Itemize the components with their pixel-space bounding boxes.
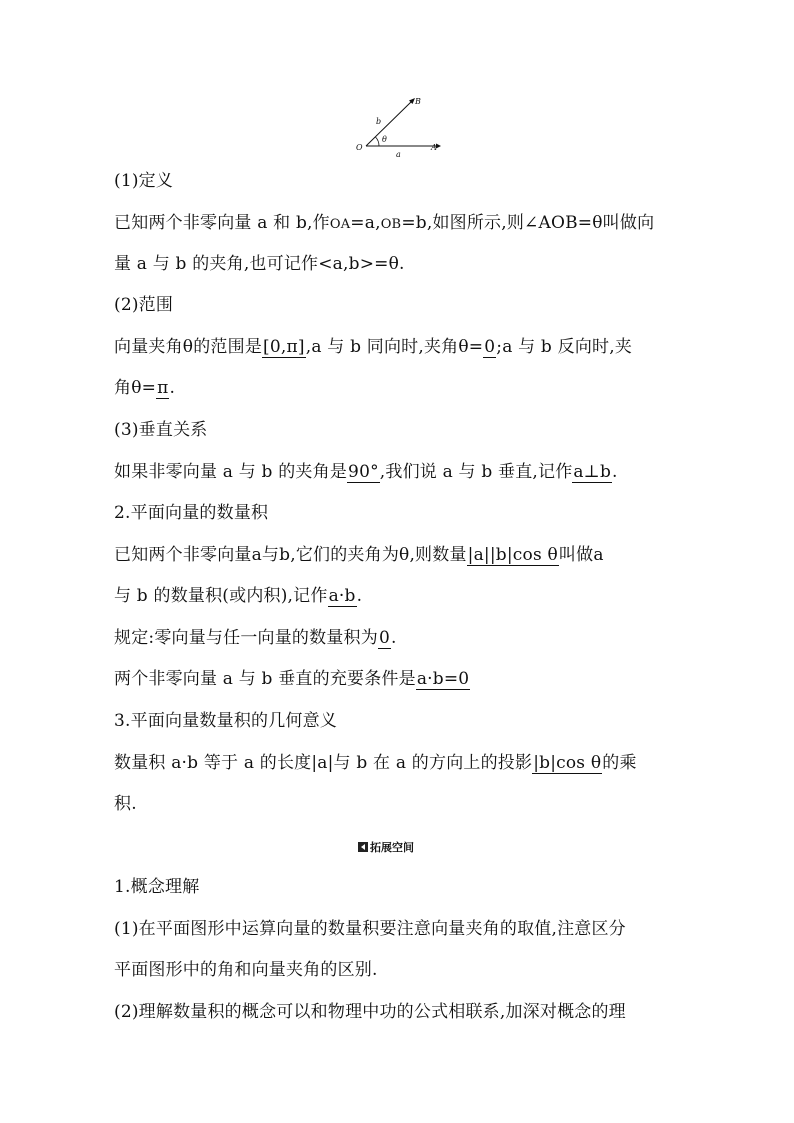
text-line: 量 a 与 b 的夹角,也可记作<a,b>=θ. [114, 254, 405, 274]
text-line: 规定:零向量与任一向量的数量积为0. [114, 628, 397, 648]
blank-answer: 90° [348, 462, 379, 482]
angle-arc [376, 137, 380, 146]
label-a: A [431, 143, 437, 152]
heading-dot-product: 2.平面向量的数量积 [114, 503, 269, 523]
blank-answer: a·b [328, 586, 356, 606]
blank-answer: |b|cos θ [533, 753, 602, 773]
heading-concept: 1.概念理解 [114, 877, 200, 897]
text-line: 如果非零向量 a 与 b 的夹角是90°,我们说 a 与 b 垂直,记作a⊥b. [114, 462, 618, 482]
text-line: 积. [114, 794, 137, 814]
blank-answer: [0,π] [263, 337, 305, 357]
blank-answer: 0 [378, 628, 390, 648]
label-vec-b: b [376, 117, 382, 126]
blank-answer: 0 [484, 337, 496, 357]
vector-angle-figure [352, 92, 444, 162]
text-line: (2)理解数量积的概念可以和物理中功的公式相联系,加深对概念的理 [114, 1002, 626, 1022]
blank-answer: a·b=0 [416, 669, 470, 689]
text-line: 平面图形中的角和向量夹角的区别. [114, 960, 378, 980]
text-line: (1)在平面图形中运算向量的数量积要注意向量夹角的取值,注意区分 [114, 919, 626, 939]
heading-geometric-meaning: 3.平面向量数量积的几何意义 [114, 711, 338, 731]
blank-answer: π [157, 378, 169, 398]
text-line: 与 b 的数量积(或内积),记作a·b. [114, 586, 363, 606]
label-o: O [356, 143, 363, 152]
vector-angle-diagram [352, 92, 444, 162]
speaker-icon [358, 842, 368, 852]
vector-ob: OB [380, 217, 402, 232]
label-vec-a: a [396, 150, 401, 159]
section-badge [358, 841, 414, 855]
blank-answer: |a||b|cos θ [467, 545, 558, 565]
text-line: 已知两个非零向量 a 和 b,作OA=a,OB=b,如图所示,则∠AOB=θ叫做向 [114, 213, 655, 233]
heading-perpendicular: (3)垂直关系 [114, 420, 208, 440]
heading-range: (2)范围 [114, 295, 174, 315]
text-line: 向量夹角θ的范围是[0,π],a 与 b 同向时,夹角θ=0;a 与 b 反向时,夹 [114, 337, 633, 357]
text-line: 角θ=π. [114, 378, 176, 398]
blank-answer: a⊥b [573, 462, 612, 482]
text-line: 已知两个非零向量a与b,它们的夹角为θ,则数量|a||b|cos θ叫做a [114, 545, 604, 565]
heading-definition: (1)定义 [114, 171, 174, 191]
label-theta: θ [382, 135, 387, 144]
label-b: B [415, 97, 421, 106]
badge-label: 拓展空间 [370, 841, 414, 854]
vector-oa: OA [329, 217, 351, 232]
vector-b-line [366, 101, 412, 146]
text-line: 两个非零向量 a 与 b 垂直的充要条件是a·b=0 [114, 669, 470, 689]
text-line: 数量积 a·b 等于 a 的长度|a|与 b 在 a 的方向上的投影|b|cos θ的乘 [114, 753, 637, 773]
